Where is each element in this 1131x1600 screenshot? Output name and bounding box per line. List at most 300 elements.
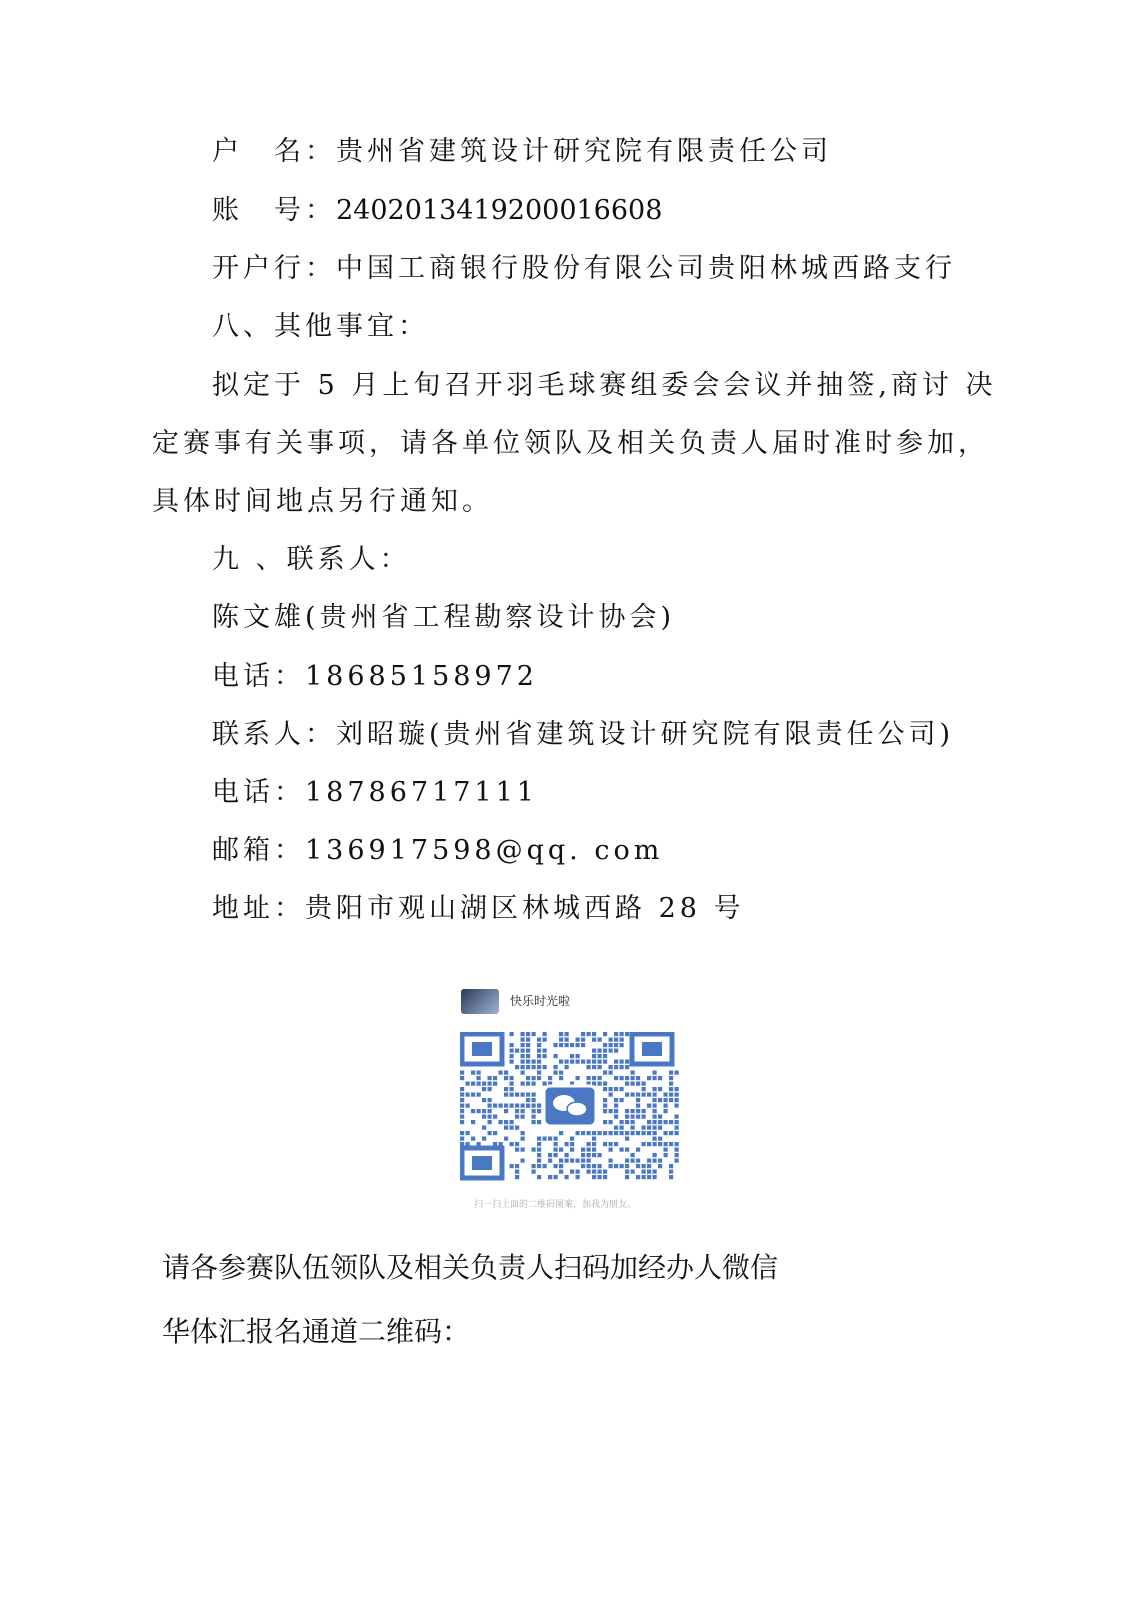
qr-module — [598, 1038, 602, 1042]
qr-module — [631, 1109, 635, 1113]
qr-code-image — [460, 1032, 680, 1182]
qr-module — [636, 1159, 640, 1163]
qr-module — [532, 1170, 536, 1174]
qr-module — [554, 1148, 558, 1152]
qr-module — [653, 1104, 657, 1108]
qr-module — [631, 1159, 635, 1163]
qr-module — [625, 1148, 629, 1152]
qr-module — [521, 1093, 525, 1097]
qr-module — [504, 1104, 508, 1108]
qr-module — [603, 1049, 607, 1053]
qr-module — [581, 1153, 585, 1157]
qr-module — [537, 1148, 541, 1152]
qr-module — [587, 1065, 591, 1069]
qr-module — [510, 1032, 514, 1036]
qr-module — [576, 1038, 580, 1042]
qr-module — [587, 1148, 591, 1152]
qr-module — [554, 1054, 558, 1058]
qr-module — [460, 1076, 464, 1080]
qr-module — [477, 1109, 481, 1113]
qr-module — [625, 1131, 629, 1135]
qr-module — [570, 1148, 574, 1152]
qr-module — [636, 1115, 640, 1119]
qr-module — [482, 1126, 486, 1130]
contact-address: 地址：贵阳市观山湖区林城西路 28 号 — [212, 893, 745, 924]
qr-module — [675, 1098, 679, 1102]
qr-module — [675, 1120, 679, 1124]
qr-module — [642, 1126, 646, 1130]
qr-module — [493, 1082, 497, 1086]
qr-module — [493, 1104, 497, 1108]
qr-module — [603, 1071, 607, 1075]
qr-module — [620, 1038, 624, 1042]
qr-module — [609, 1109, 613, 1113]
qr-module — [543, 1038, 547, 1042]
qr-module — [559, 1148, 563, 1152]
qr-module — [515, 1109, 519, 1113]
qr-module — [521, 1043, 525, 1047]
qr-module — [625, 1093, 629, 1097]
qr-module — [636, 1109, 640, 1113]
qr-module — [526, 1038, 530, 1042]
qr-module — [614, 1131, 618, 1135]
qr-module — [653, 1175, 657, 1179]
qr-module — [609, 1120, 613, 1124]
qr-module — [504, 1137, 508, 1141]
qr-module — [603, 1043, 607, 1047]
qr-module — [620, 1131, 624, 1135]
qr-module — [636, 1131, 640, 1135]
qr-module — [504, 1120, 508, 1124]
qr-module — [466, 1093, 470, 1097]
qr-module — [526, 1104, 530, 1108]
qr-module — [614, 1142, 618, 1146]
qr-module — [653, 1109, 657, 1113]
qr-module — [543, 1032, 547, 1036]
qr-module — [521, 1131, 525, 1135]
qr-module — [543, 1137, 547, 1141]
qr-module — [559, 1032, 563, 1036]
qr-module — [631, 1120, 635, 1124]
qr-module — [620, 1060, 624, 1064]
qr-module — [499, 1104, 503, 1108]
qr-module — [614, 1060, 618, 1064]
qr-module — [548, 1153, 552, 1157]
qr-module — [570, 1043, 574, 1047]
qr-module — [631, 1076, 635, 1080]
qr-module — [609, 1049, 613, 1053]
qr-module — [532, 1104, 536, 1108]
qr-module — [537, 1071, 541, 1075]
qr-module — [570, 1054, 574, 1058]
avatar — [461, 989, 499, 1014]
qr-module — [537, 1043, 541, 1047]
qr-module — [515, 1104, 519, 1108]
qr-module — [675, 1071, 679, 1075]
qr-module — [642, 1170, 646, 1174]
qr-module — [537, 1120, 541, 1124]
qr-module — [466, 1104, 470, 1108]
qr-module — [526, 1032, 530, 1036]
qr-module — [620, 1043, 624, 1047]
qr-module — [526, 1043, 530, 1047]
section-9-heading: 九 、联系人： — [212, 544, 411, 575]
qr-module — [636, 1082, 640, 1086]
qr-module — [554, 1071, 558, 1075]
qr-module — [543, 1054, 547, 1058]
qr-module — [675, 1087, 679, 1091]
qr-module — [521, 1148, 525, 1152]
qr-module — [620, 1120, 624, 1124]
qr-module — [603, 1054, 607, 1058]
qr-module — [658, 1087, 662, 1091]
qr-module — [565, 1032, 569, 1036]
qr-module — [515, 1115, 519, 1119]
account-number-label: 账 号： — [212, 195, 336, 226]
qr-module — [642, 1175, 646, 1179]
qr-module — [603, 1170, 607, 1174]
qr-module — [537, 1164, 541, 1168]
qr-module — [587, 1153, 591, 1157]
qr-module — [548, 1159, 552, 1163]
qr-module — [592, 1142, 596, 1146]
qr-module — [669, 1082, 673, 1086]
qr-module — [592, 1049, 596, 1053]
qr-module — [592, 1054, 596, 1058]
qr-module — [664, 1120, 668, 1124]
qr-module — [653, 1115, 657, 1119]
qr-module — [543, 1164, 547, 1168]
qr-module — [625, 1137, 629, 1141]
qr-module — [664, 1142, 668, 1146]
account-number-line — [212, 191, 662, 231]
qr-module — [669, 1131, 673, 1135]
qr-module — [493, 1115, 497, 1119]
qr-module — [576, 1159, 580, 1163]
qr-module — [636, 1093, 640, 1097]
qr-module — [609, 1093, 613, 1097]
qr-module — [460, 1104, 464, 1108]
qr-module — [581, 1060, 585, 1064]
qr-module — [658, 1137, 662, 1141]
qr-module — [620, 1164, 624, 1168]
account-number-value: 2402013419200016608 — [336, 195, 663, 226]
qr-module — [554, 1142, 558, 1146]
qr-module — [537, 1153, 541, 1157]
qr-module — [653, 1126, 657, 1130]
qr-module — [543, 1049, 547, 1053]
section-8-paragraph-line-1: 拟定于 5 月上旬召开羽毛球赛组委会会议并抽签,商讨 决 — [212, 370, 997, 401]
qr-module — [515, 1170, 519, 1174]
qr-module — [609, 1043, 613, 1047]
note-scan-wechat: 请各参赛队伍领队及相关负责人扫码加经办人微信 — [162, 1251, 779, 1284]
qr-module — [647, 1159, 651, 1163]
qr-module — [620, 1076, 624, 1080]
qr-module — [614, 1098, 618, 1102]
qr-module — [658, 1098, 662, 1102]
qr-module — [521, 1060, 525, 1064]
qr-module — [570, 1159, 574, 1163]
qr-module — [664, 1098, 668, 1102]
qr-module — [581, 1032, 585, 1036]
qr-module — [647, 1142, 651, 1146]
note-registration-qr: 华体汇报名通道二维码： — [162, 1315, 471, 1348]
qr-module — [587, 1131, 591, 1135]
qr-module — [510, 1142, 514, 1146]
qr-module — [460, 1109, 464, 1113]
qr-module — [510, 1054, 514, 1058]
qr-profile-name: 快乐时光啦 — [510, 994, 571, 1008]
qr-module — [581, 1131, 585, 1135]
qr-module — [636, 1098, 640, 1102]
qr-module — [653, 1159, 657, 1163]
qr-module — [653, 1093, 657, 1097]
qr-module — [625, 1175, 629, 1179]
qr-module — [537, 1076, 541, 1080]
qr-module — [570, 1060, 574, 1064]
qr-module — [466, 1082, 470, 1086]
qr-module — [521, 1159, 525, 1163]
qr-module — [460, 1098, 464, 1102]
account-name-value: 贵州省建筑设计研究院有限责任公司 — [336, 136, 832, 167]
qr-module — [565, 1060, 569, 1064]
qr-module — [636, 1164, 640, 1168]
qr-module — [488, 1104, 492, 1108]
qr-module — [488, 1120, 492, 1124]
qr-module — [653, 1120, 657, 1124]
qr-module — [548, 1137, 552, 1141]
qr-module — [504, 1087, 508, 1091]
qr-module — [614, 1109, 618, 1113]
qr-module — [609, 1065, 613, 1069]
qr-module — [482, 1087, 486, 1091]
qr-module — [592, 1060, 596, 1064]
qr-module — [603, 1032, 607, 1036]
qr-module — [609, 1131, 613, 1135]
qr-module — [642, 1164, 646, 1168]
qr-module — [675, 1093, 679, 1097]
qr-module — [631, 1093, 635, 1097]
qr-module — [614, 1164, 618, 1168]
qr-module — [471, 1071, 475, 1075]
qr-module — [460, 1120, 464, 1124]
qr-module — [565, 1038, 569, 1042]
qr-module — [636, 1148, 640, 1152]
qr-module — [631, 1071, 635, 1075]
qr-module — [598, 1076, 602, 1080]
qr-module — [521, 1049, 525, 1053]
qr-module — [515, 1049, 519, 1053]
qr-module — [559, 1038, 563, 1042]
qr-module — [510, 1093, 514, 1097]
qr-module — [598, 1131, 602, 1135]
qr-module — [537, 1054, 541, 1058]
qr-module — [576, 1076, 580, 1080]
qr-module — [510, 1126, 514, 1130]
qr-module — [532, 1120, 536, 1124]
qr-module — [515, 1093, 519, 1097]
qr-module — [658, 1076, 662, 1080]
qr-module — [658, 1120, 662, 1124]
qr-module — [669, 1071, 673, 1075]
qr-module — [598, 1175, 602, 1179]
qr-module — [460, 1115, 464, 1119]
qr-module — [565, 1065, 569, 1069]
qr-module — [675, 1115, 679, 1119]
qr-module — [537, 1104, 541, 1108]
qr-module — [515, 1148, 519, 1152]
qr-module — [664, 1104, 668, 1108]
qr-module — [647, 1131, 651, 1135]
qr-module — [526, 1065, 530, 1069]
qr-module — [587, 1032, 591, 1036]
qr-module — [510, 1082, 514, 1086]
qr-module — [532, 1060, 536, 1064]
qr-module — [620, 1126, 624, 1130]
section-8-paragraph-line-3: 具体时间地点另行通知。 — [152, 486, 493, 517]
qr-module — [603, 1175, 607, 1179]
qr-module — [581, 1159, 585, 1163]
qr-module — [477, 1076, 481, 1080]
qr-module — [642, 1142, 646, 1146]
qr-module — [543, 1082, 547, 1086]
qr-module — [620, 1087, 624, 1091]
qr-module — [504, 1076, 508, 1080]
qr-module — [653, 1098, 657, 1102]
qr-module — [592, 1032, 596, 1036]
bank-branch-line — [212, 249, 956, 289]
qr-module — [592, 1038, 596, 1042]
qr-module — [559, 1071, 563, 1075]
qr-module — [614, 1049, 618, 1053]
qr-module — [664, 1148, 668, 1152]
qr-module — [647, 1093, 651, 1097]
qr-module — [477, 1071, 481, 1075]
qr-module — [675, 1159, 679, 1163]
qr-finder-top-right — [632, 1034, 672, 1064]
qr-module — [647, 1104, 651, 1108]
qr-module — [669, 1098, 673, 1102]
qr-module — [675, 1131, 679, 1135]
qr-module — [614, 1043, 618, 1047]
qr-module — [521, 1038, 525, 1042]
qr-module — [576, 1043, 580, 1047]
qr-module — [515, 1126, 519, 1130]
qr-module — [543, 1065, 547, 1069]
qr-module — [521, 1032, 525, 1036]
qr-module — [488, 1115, 492, 1119]
qr-module — [603, 1098, 607, 1102]
contact-1-phone: 电话：18685158972 — [212, 661, 538, 692]
qr-module — [609, 1071, 613, 1075]
qr-module — [653, 1137, 657, 1141]
qr-module — [625, 1032, 629, 1036]
qr-caption: 扫一扫上面的二维码图案，加我为朋友。 — [474, 1200, 637, 1210]
qr-module — [570, 1142, 574, 1146]
qr-module — [554, 1153, 558, 1157]
qr-module — [488, 1098, 492, 1102]
qr-module — [460, 1093, 464, 1097]
qr-module — [653, 1071, 657, 1075]
qr-module — [603, 1087, 607, 1091]
qr-module — [675, 1153, 679, 1157]
qr-module — [625, 1065, 629, 1069]
qr-module — [614, 1126, 618, 1130]
qr-module — [471, 1120, 475, 1124]
qr-module — [675, 1126, 679, 1130]
qr-module — [669, 1093, 673, 1097]
qr-module — [581, 1043, 585, 1047]
qr-module — [653, 1131, 657, 1135]
qr-module — [614, 1065, 618, 1069]
qr-module — [587, 1164, 591, 1168]
qr-module — [609, 1164, 613, 1168]
qr-module — [653, 1153, 657, 1157]
qr-module — [669, 1164, 673, 1168]
qr-module — [614, 1087, 618, 1091]
qr-module — [554, 1175, 558, 1179]
qr-module — [669, 1087, 673, 1091]
qr-module — [559, 1131, 563, 1135]
qr-module — [587, 1170, 591, 1174]
qr-module — [664, 1109, 668, 1113]
qr-module — [576, 1131, 580, 1135]
qr-module — [460, 1131, 464, 1135]
qr-module — [603, 1104, 607, 1108]
qr-module — [642, 1082, 646, 1086]
qr-module — [625, 1159, 629, 1163]
qr-module — [548, 1175, 552, 1179]
qr-module — [532, 1109, 536, 1113]
qr-module — [466, 1131, 470, 1135]
qr-module — [471, 1093, 475, 1097]
qr-module — [647, 1076, 651, 1080]
qr-module — [647, 1126, 651, 1130]
qr-module — [598, 1060, 602, 1064]
qr-module — [614, 1038, 618, 1042]
qr-module — [658, 1159, 662, 1163]
qr-module — [526, 1060, 530, 1064]
qr-module — [526, 1093, 530, 1097]
qr-module — [576, 1054, 580, 1058]
qr-module — [532, 1032, 536, 1036]
qr-module — [658, 1115, 662, 1119]
qr-module — [537, 1142, 541, 1146]
qr-module — [592, 1164, 596, 1168]
qr-module — [559, 1159, 563, 1163]
qr-module — [603, 1131, 607, 1135]
qr-module — [603, 1109, 607, 1113]
qr-module — [521, 1071, 525, 1075]
qr-module — [592, 1076, 596, 1080]
section-8-heading: 八、其他事宜： — [212, 311, 429, 342]
qr-module — [488, 1076, 492, 1080]
qr-module — [565, 1043, 569, 1047]
qr-module — [653, 1087, 657, 1091]
qr-module — [576, 1170, 580, 1174]
qr-module — [581, 1148, 585, 1152]
qr-module — [675, 1104, 679, 1108]
qr-module — [625, 1170, 629, 1174]
contact-email: 邮箱：136917598@qq. com — [212, 835, 664, 866]
qr-module — [631, 1115, 635, 1119]
qr-module — [488, 1109, 492, 1113]
qr-finder-top-left — [462, 1034, 502, 1064]
qr-module — [658, 1164, 662, 1168]
qr-module — [559, 1170, 563, 1174]
qr-module — [504, 1109, 508, 1113]
qr-module — [482, 1115, 486, 1119]
